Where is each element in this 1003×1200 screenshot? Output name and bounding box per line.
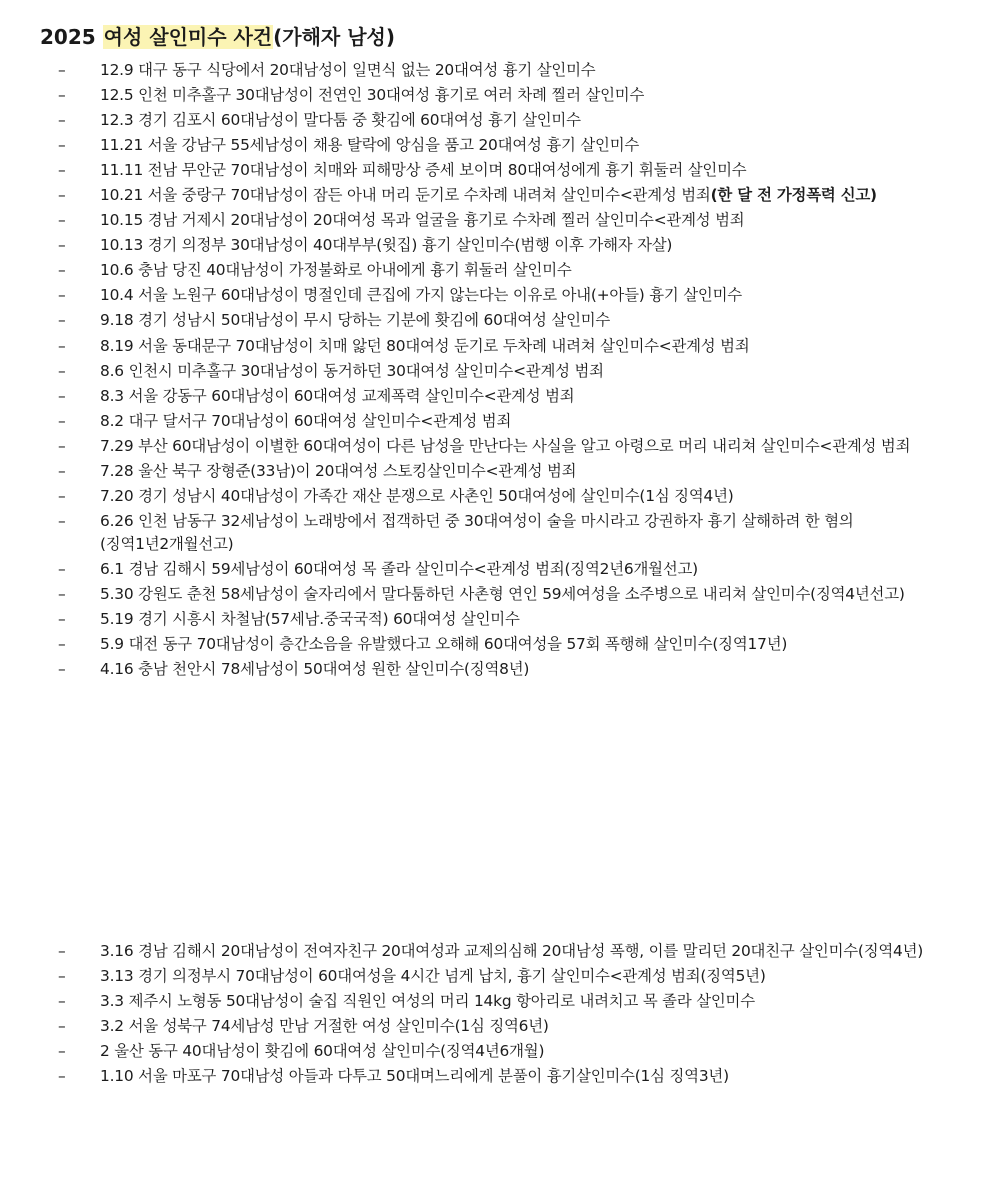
title-suffix: (가해자 남성) (273, 25, 395, 49)
dash-bullet: – (58, 660, 66, 679)
list-item (0, 1015, 1003, 1038)
list-item (0, 485, 1003, 508)
list-item (0, 940, 1003, 963)
list-item-text: 5.30 강원도 춘천 58세남성이 술자리에서 말다툼하던 사촌형 연인 59세여성을 소주병으로 내리쳐 살인미수(징역4년선고) (100, 585, 905, 604)
list-item-text: 12.9 대구 동구 식당에서 20대남성이 일면식 없는 20대여성 흉기 살인미수 (100, 61, 596, 79)
list-item (0, 1040, 1003, 1063)
list-item-text: 8.3 서울 강동구 60대남성이 60대여성 교제폭력 살인미수<관계성 범죄 (100, 386, 575, 405)
dash-bullet: – (58, 136, 66, 155)
list-item-text: 7.29 부산 60대남성이 이별한 60대여성이 다른 남성을 만난다는 사실을 알고 아령으로 머리 내리쳐 살인미수<관계성 범죄 (100, 436, 911, 455)
list-item (0, 184, 1003, 207)
list-item (0, 360, 1003, 383)
list-item-text: 1.10 서울 마포구 70대남성 아들과 다투고 50대며느리에게 분풀이 흉기살인미수(1심 징역3년) (100, 1067, 729, 1086)
dash-bullet: – (58, 992, 66, 1011)
list-item-bold-note: (한 달 전 가정폭력 신고) (710, 186, 877, 205)
dash-bullet: – (58, 86, 66, 105)
list-item-text: 7.28 울산 북구 장형준(33남)이 20대여성 스토킹살인미수<관계성 범죄 (100, 461, 577, 480)
dash-bullet: – (58, 411, 66, 430)
dash-bullet: – (58, 236, 66, 255)
list-item (0, 460, 1003, 483)
list-item (0, 1065, 1003, 1088)
list-item-text: 3.13 경기 의정부시 70대남성이 60대여성을 4시간 넘게 납치, 흉기 살인미수<관계성 범죄(징역5년) (100, 967, 766, 986)
list-item (0, 109, 1003, 132)
list-item (0, 965, 1003, 988)
list-item (0, 990, 1003, 1013)
dash-bullet: – (58, 336, 66, 355)
list-item (0, 209, 1003, 232)
dash-bullet: – (58, 585, 66, 604)
dash-bullet: – (58, 967, 66, 986)
title-highlight: 여성 살인미수 사건 (103, 25, 273, 49)
list-item (0, 159, 1003, 182)
dash-bullet: – (58, 461, 66, 480)
list-item-text: 6.26 인천 남동구 32세남성이 노래방에서 접객하던 중 30대여성이 술을 마시라고 강권하자 흉기 살해하려 한 혐의(징역1년2개월선고) (100, 511, 854, 554)
list-item (0, 633, 1003, 656)
dash-bullet: – (58, 161, 66, 180)
list-item (0, 510, 1003, 556)
dash-bullet: – (58, 560, 66, 579)
list-item (0, 385, 1003, 408)
list-item-text: 2 울산 동구 40대남성이 홧김에 60대여성 살인미수(징역4년6개월) (100, 1042, 545, 1061)
list-item-text: 8.19 서울 동대문구 70대남성이 치매 앓던 80대여성 둔기로 두차례 내려쳐 살인미수<관계성 범죄 (100, 336, 750, 355)
list-item-text: 3.16 경남 김해시 20대남성이 전여자친구 20대여성과 교제의심해 20대남성 폭행, 이를 말리던 20대친구 살인미수(징역4년) (100, 942, 924, 960)
dash-bullet: – (58, 261, 66, 280)
page-title (40, 22, 395, 52)
list-item-text: 3.2 서울 성북구 74세남성 만남 거절한 여성 살인미수(1심 징역6년) (100, 1017, 549, 1036)
list-item-text: 10.21 서울 중랑구 70대남성이 잠든 아내 머리 둔기로 수차례 내려쳐 살인미수<관계성 범죄 (100, 186, 711, 205)
list-item (0, 608, 1003, 631)
list-item (0, 309, 1003, 332)
list-item (0, 134, 1003, 157)
list-item-text: 6.1 경남 김해시 59세남성이 60대여성 목 졸라 살인미수<관계성 범죄(징역2년6개월선고) (100, 560, 698, 579)
dash-bullet: – (58, 511, 66, 530)
list-item-text: 4.16 충남 천안시 78세남성이 50대여성 원한 살인미수(징역8년) (100, 660, 530, 679)
list-item (0, 59, 1003, 82)
list-item (0, 234, 1003, 257)
list-item (0, 284, 1003, 307)
list-item-text: 5.19 경기 시흥시 차철남(57세남.중국국적) 60대여성 살인미수 (100, 610, 520, 629)
list-item (0, 84, 1003, 107)
list-item-text: 11.11 전남 무안군 70대남성이 치매와 피해망상 증세 보이며 80대여성에게 흉기 휘둘러 살인미수 (100, 161, 747, 180)
dash-bullet: – (58, 1042, 66, 1061)
list-item-text: 7.20 경기 성남시 40대남성이 가족간 재산 분쟁으로 사촌인 50대여성에 살인미수(1심 징역4년) (100, 486, 734, 505)
incident-list-bottom (0, 940, 1003, 1090)
list-item-text: 8.6 인천시 미추홀구 30대남성이 동거하던 30대여성 살인미수<관계성 범죄 (100, 361, 604, 380)
list-item-text: 5.9 대전 동구 70대남성이 층간소음을 유발했다고 오해해 60대여성을 57회 폭행해 살인미수(징역17년) (100, 635, 788, 654)
list-item-text: 12.3 경기 김포시 60대남성이 말다툼 중 홧김에 60대여성 흉기 살인미수 (100, 111, 581, 130)
list-item (0, 658, 1003, 681)
dash-bullet: – (58, 61, 66, 79)
list-item-text: 3.3 제주시 노형동 50대남성이 술집 직원인 여성의 머리 14kg 항아리로 내려치고 목 졸라 살인미수 (100, 992, 755, 1011)
dash-bullet: – (58, 635, 66, 654)
list-item-text: 10.13 경기 의정부 30대남성이 40대부부(윗집) 흉기 살인미수(범행 이후 가해자 자살) (100, 236, 673, 255)
list-item-text: 8.2 대구 달서구 70대남성이 60대여성 살인미수<관계성 범죄 (100, 411, 512, 430)
list-item (0, 435, 1003, 458)
list-item (0, 259, 1003, 282)
list-item-text: 11.21 서울 강남구 55세남성이 채용 탈락에 앙심을 품고 20대여성 흉기 살인미수 (100, 136, 640, 155)
dash-bullet: – (58, 111, 66, 130)
dash-bullet: – (58, 436, 66, 455)
list-item-text: 10.6 충남 당진 40대남성이 가정불화로 아내에게 흉기 휘둘러 살인미수 (100, 261, 572, 280)
dash-bullet: – (58, 1067, 66, 1086)
list-item (0, 583, 1003, 606)
dash-bullet: – (58, 386, 66, 405)
list-item-text: 12.5 인천 미추홀구 30대남성이 전연인 30대여성 흉기로 여러 차례 찔러 살인미수 (100, 86, 645, 105)
dash-bullet: – (58, 286, 66, 305)
list-item-text: 10.15 경남 거제시 20대남성이 20대여성 목과 얼굴을 흉기로 수차례 찔러 살인미수<관계성 범죄 (100, 211, 745, 230)
dash-bullet: – (58, 942, 66, 960)
list-item (0, 558, 1003, 581)
list-item (0, 335, 1003, 358)
dash-bullet: – (58, 186, 66, 205)
dash-bullet: – (58, 1017, 66, 1036)
dash-bullet: – (58, 486, 66, 505)
dash-bullet: – (58, 610, 66, 629)
title-year: 2025 (40, 25, 103, 49)
list-item-text: 10.4 서울 노원구 60대남성이 명절인데 큰집에 가지 않는다는 이유로 아내(+아들) 흉기 살인미수 (100, 286, 742, 305)
dash-bullet: – (58, 361, 66, 380)
incident-list-top (0, 59, 1003, 683)
dash-bullet: – (58, 211, 66, 230)
list-item (0, 410, 1003, 433)
list-item-text: 9.18 경기 성남시 50대남성이 무시 당하는 기분에 홧김에 60대여성 살인미수 (100, 311, 611, 330)
dash-bullet: – (58, 311, 66, 330)
